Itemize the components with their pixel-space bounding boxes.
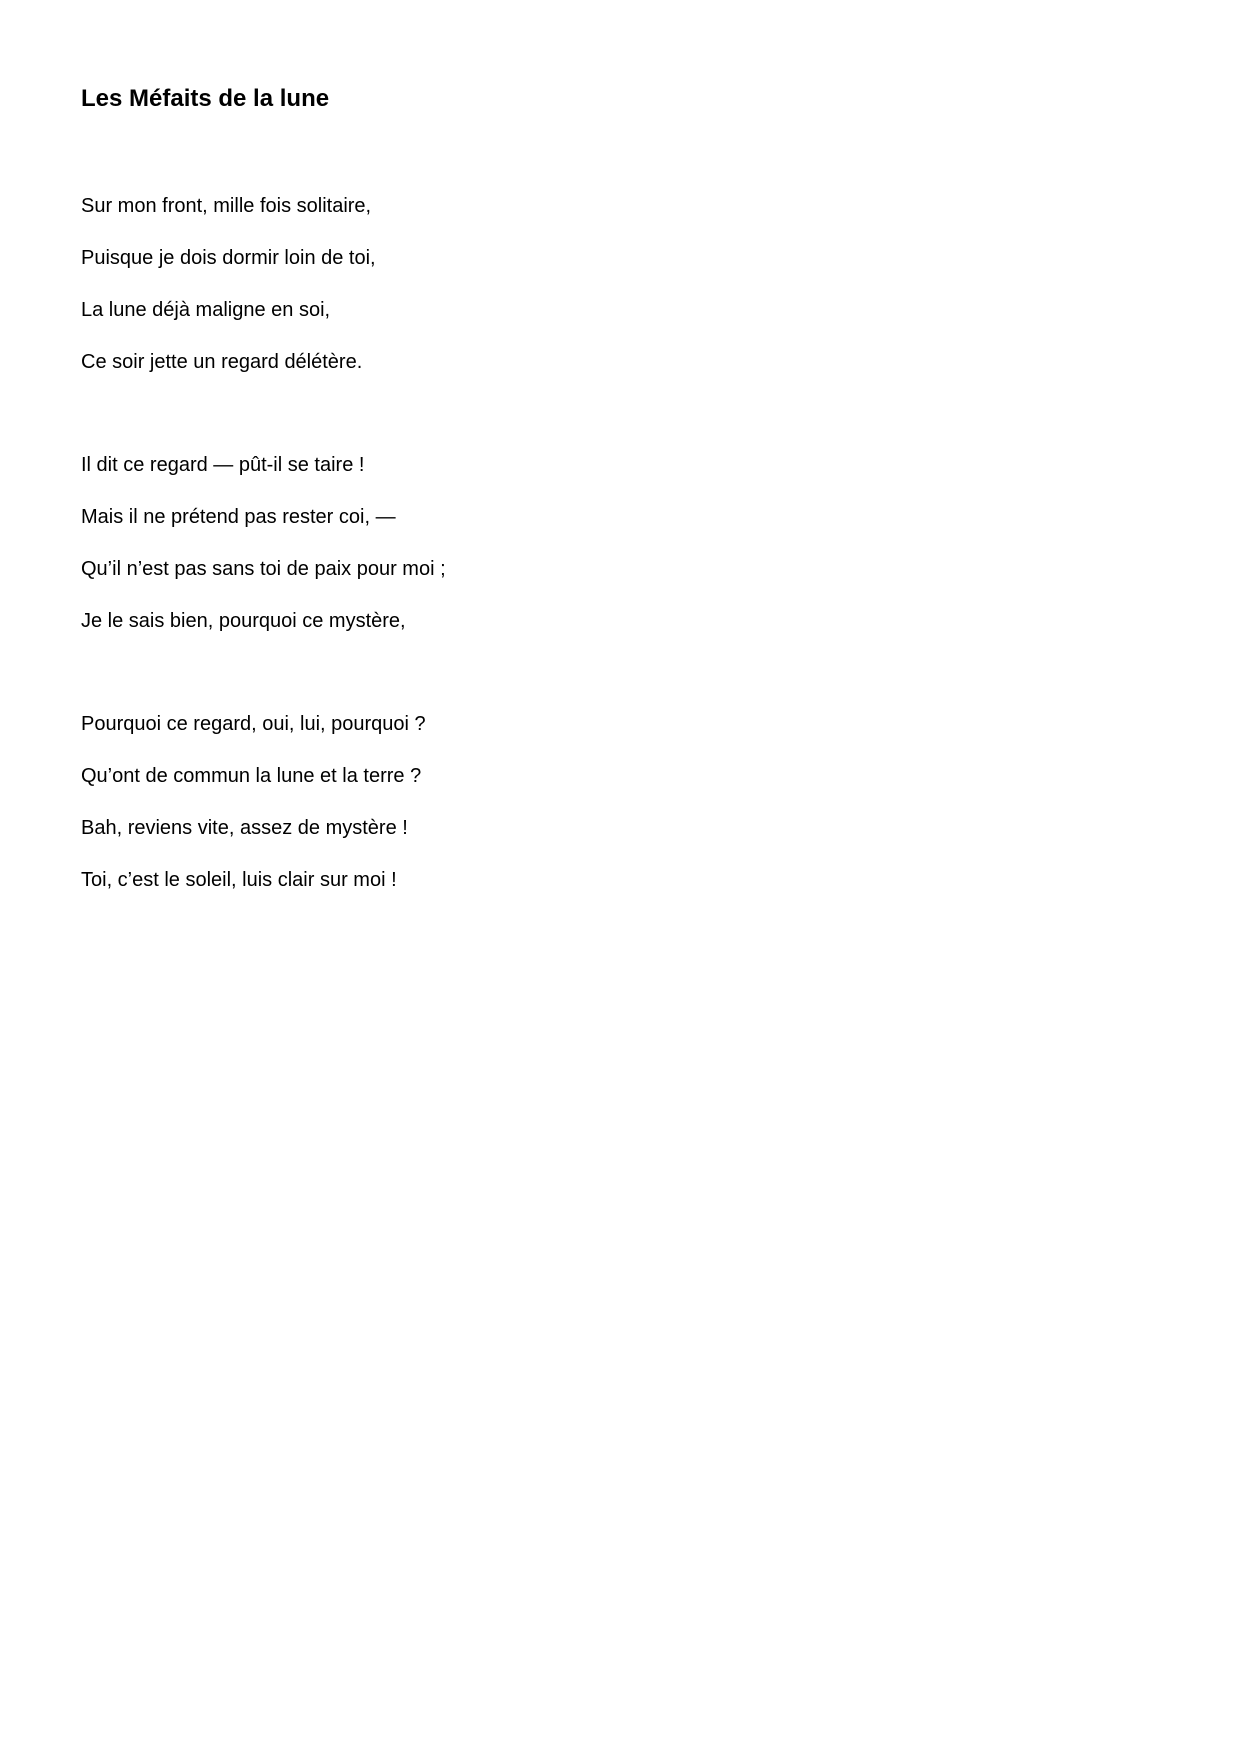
poem-line: Mais il ne prétend pas rester coi, — (81, 506, 396, 528)
stanza-3 (81, 710, 426, 918)
poem-line: Sur mon front, mille fois solitaire, (81, 195, 372, 217)
poem-line: Bah, reviens vite, assez de mystère ! (81, 817, 408, 839)
poem-line: La lune déjà maligne en soi, (81, 299, 331, 321)
stanza-1 (81, 192, 376, 400)
poem-line: Il dit ce regard — pût-il se taire ! (81, 454, 365, 476)
poem-line: Toi, c’est le soleil, luis clair sur moi ! (81, 869, 397, 891)
poem-line: Je le sais bien, pourquoi ce mystère, (81, 610, 406, 632)
poem-title: Les Méfaits de la lune (81, 85, 330, 112)
poem-line: Pourquoi ce regard, oui, lui, pourquoi ? (81, 713, 426, 735)
poem-line: Puisque je dois dormir loin de toi, (81, 247, 376, 269)
poem-line: Qu’il n’est pas sans toi de paix pour moi ; (81, 558, 446, 580)
poem-line: Ce soir jette un regard délétère. (81, 351, 363, 373)
poem-line: Qu’ont de commun la lune et la terre ? (81, 765, 422, 787)
stanza-2 (81, 451, 446, 659)
